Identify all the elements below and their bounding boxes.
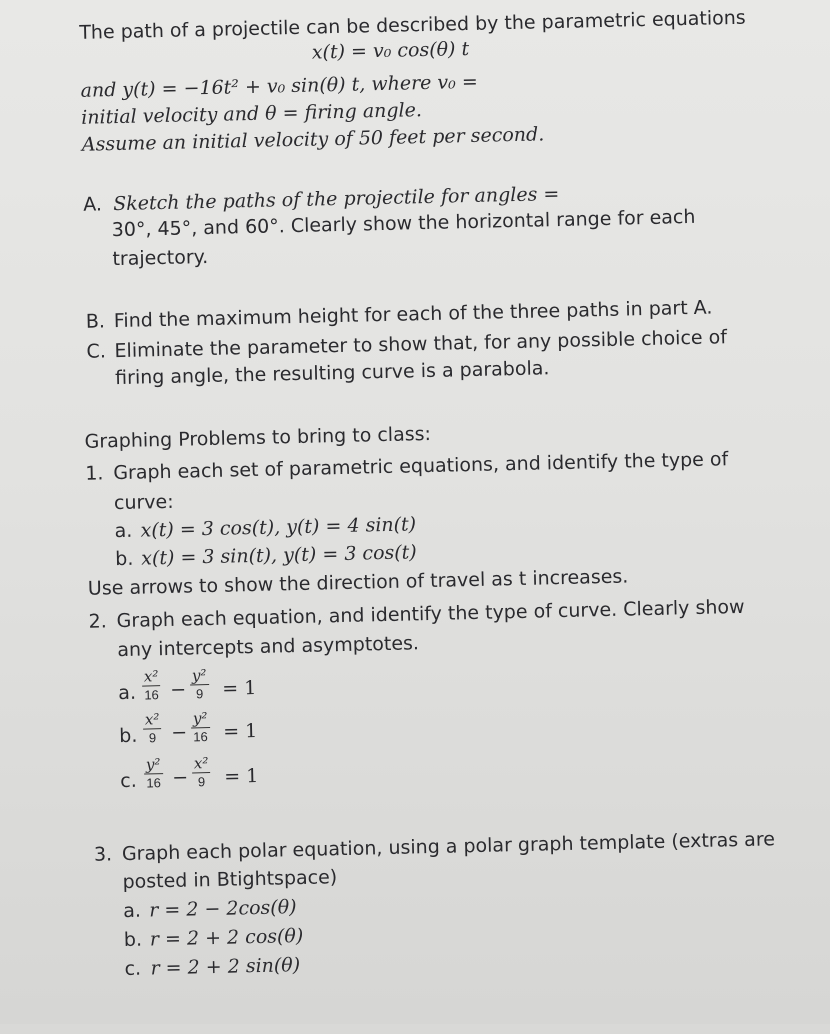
minus-2b: − (170, 721, 188, 744)
fraction-2b-second: $\frac{\text{y²}}{16}$ (192, 709, 208, 745)
part-a-label: A. (82, 193, 103, 216)
rhs-2a: = 1 (221, 676, 257, 700)
part-b-label: B. (85, 310, 106, 333)
problem-3a-equation: r = 2 − 2cos(θ) (148, 896, 297, 922)
x-equation: x(t) = v₀ cos(θ) t (311, 37, 470, 64)
fraction-2a-first: $\frac{\text{x²}}{16}$ (143, 667, 159, 703)
problem-1a-equation: x(t) = 3 cos(t), y(t) = 4 sin(t) (140, 513, 417, 542)
problem-3-line1: Graph each polar equation, using a polar graph template (extras are (121, 828, 776, 866)
graphing-heading: Graphing Problems to bring to class: (84, 422, 432, 453)
problem-3b-equation: r = 2 + 2 cos(θ) (149, 924, 304, 951)
problem-2-number: 2. (88, 610, 108, 633)
part-c-line2: firing angle, the resulting curve is a parabola. (114, 357, 550, 390)
fraction-2a-second: $\frac{\text{y²}}{9}$ (190, 667, 209, 702)
rhs-2c: = 1 (223, 764, 259, 788)
rhs-2b: = 1 (222, 719, 258, 743)
problem-1b-label: b. (115, 547, 134, 571)
part-b-text: Find the maximum height for each of the three paths in part A. (113, 296, 713, 333)
problem-1a-label: a. (114, 519, 133, 543)
intro-line1: The path of a projectile can be described by the parametric equations (79, 6, 746, 44)
part-a-line3: trajectory. (112, 245, 209, 271)
problem-1b-equation: x(t) = 3 sin(t), y(t) = 3 cos(t) (141, 541, 417, 570)
part-c-line1: Eliminate the parameter to show that, for any possible choice of (114, 326, 728, 363)
problem-3-number: 3. (93, 843, 113, 866)
intro-line4: initial velocity and θ = firing angle. (80, 99, 423, 129)
part-a-line2: 30°, 45°, and 60°. Clearly show the horizontal range for each (111, 205, 696, 242)
part-c-label: C. (86, 340, 107, 363)
problem-1-number: 1. (85, 462, 104, 485)
problem-2-line2: any intercepts and asymptotes. (117, 632, 420, 662)
problem-1-line2: curve: (113, 490, 174, 515)
problem-2c-label: c. (120, 769, 138, 793)
problem-3c-label: c. (124, 957, 142, 981)
intro-line5: Assume an initial velocity of 50 feet per second. (81, 123, 545, 156)
problem-2b-label: b. (119, 724, 138, 748)
problem-3-line2: posted in Btightspace) (122, 866, 338, 894)
problem-1-note: Use arrows to show the direction of travel as t increases. (87, 565, 629, 600)
problem-2-line1: Graph each equation, and identify the type of curve. Clearly show (116, 595, 745, 633)
fraction-2c-second: $\frac{\text{x²}}{9}$ (192, 755, 211, 790)
problem-2a-label: a. (118, 681, 137, 705)
intro-line3: and y(t) = −16t² + v₀ sin(θ) t, where v₀ = (80, 70, 478, 102)
minus-2a: − (169, 678, 187, 701)
fraction-2c-first: $\frac{\text{y²}}{16}$ (145, 755, 161, 791)
problem-3c-equation: r = 2 + 2 sin(θ) (150, 954, 301, 980)
problem-3b-label: b. (123, 928, 143, 952)
fraction-2b-first: $\frac{\text{x²}}{9}$ (143, 711, 162, 746)
problem-3a-label: a. (122, 899, 142, 923)
part-a-line1: Sketch the paths of the projectile for angles = (112, 182, 560, 216)
minus-2c: − (171, 766, 189, 789)
problem-1-line1: Graph each set of parametric equations, and identify the type of (113, 448, 729, 485)
